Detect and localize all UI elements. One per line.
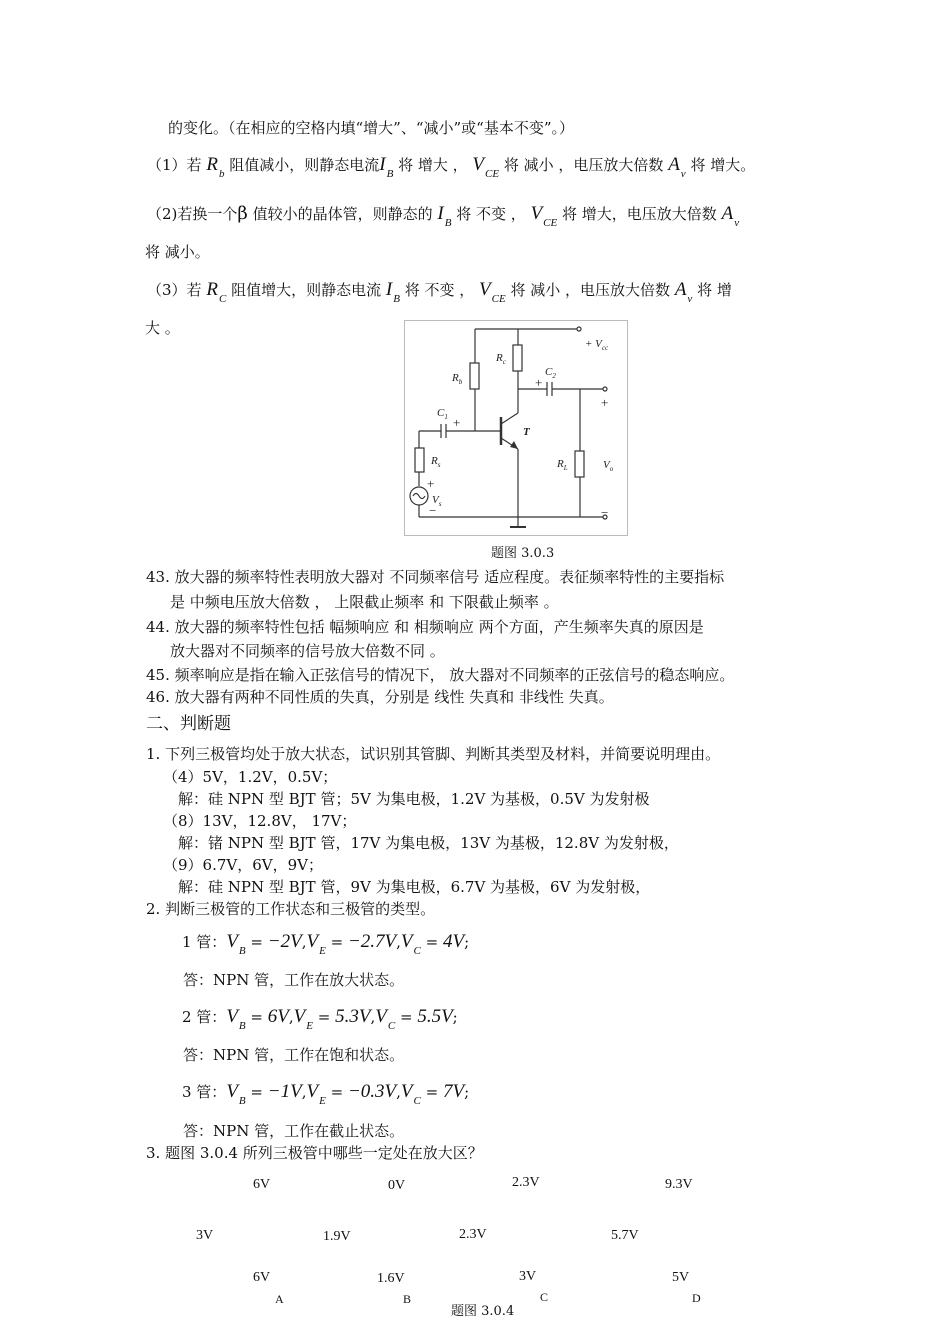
- vb-value: −2V: [267, 931, 302, 952]
- section-2-title: 二、判断题: [146, 714, 231, 734]
- tube-1-equation: 1 管：$V_B = -2V,V_E = -2.7V,V_C = 4V$;: [182, 931, 470, 957]
- item-44-cont: 放大器对不同频率的信号放大倍数不同 。: [170, 642, 445, 660]
- symbol-ib: I: [437, 203, 444, 224]
- symbol-vce: V: [472, 154, 485, 175]
- subscript-b: B: [393, 293, 400, 305]
- tube-2-answer: 答：NPN 管，工作在饱和状态。: [183, 1046, 405, 1064]
- voltage-label: 5.7V: [611, 1228, 639, 1243]
- vb-value: −1V: [267, 1081, 302, 1102]
- judge-1-title: 1. 下列三极管均处于放大状态，试识别其管脚、判断其类型及材料，并简要说明理由。: [146, 745, 721, 763]
- q2-text3: 将 增大，电压放大倍数: [562, 205, 717, 223]
- judge-2-title: 2. 判断三极管的工作状态和三极管的类型。: [146, 900, 436, 918]
- svg-text:Rc: [495, 352, 507, 366]
- q1-text1: 阻值减小，则静态电流: [229, 156, 380, 174]
- vb-value: 6V: [267, 1006, 289, 1027]
- subscript-ce: CE: [491, 293, 506, 305]
- voltage-label: 3V: [519, 1269, 537, 1284]
- subscript-b: b: [218, 168, 225, 180]
- voltage-label: 5V: [672, 1270, 690, 1285]
- figure-caption-304: 题图 3.0.4: [451, 1304, 515, 1319]
- q2-text2: 将 不变 ，: [456, 205, 526, 223]
- voltage-label: 2.3V: [459, 1227, 487, 1242]
- symbol-rb: R: [206, 154, 218, 175]
- rb-label: R: [452, 372, 459, 384]
- vc-value: 4V: [442, 931, 465, 952]
- c2-subscript: 2: [552, 372, 556, 380]
- voltage-label: 1.6V: [377, 1271, 405, 1286]
- symbol-vce: V: [530, 203, 543, 224]
- amplifier-circuit-diagram: [405, 321, 627, 535]
- c2-label: C: [545, 366, 553, 378]
- q2-prefix: （2)若换一个: [147, 205, 238, 223]
- rb-subscript: b: [458, 378, 463, 386]
- rc-label: R: [496, 352, 503, 364]
- ve-value: 5.3V: [335, 1006, 371, 1027]
- transistor-letter: C: [540, 1290, 549, 1304]
- output-minus-sign: −: [601, 505, 609, 520]
- q2-text1: 值较小的晶体管，则静态的: [252, 205, 433, 223]
- vc-value: 5.5V: [417, 1006, 453, 1027]
- tube-label: 1 管：: [182, 933, 227, 951]
- judge-3-title: 3. 题图 3.0.4 所列三极管中哪些一定处在放大区？: [146, 1144, 483, 1162]
- judge-1-line: 解：锗 NPN 型 BJT 管，17V 为集电极，13V 为基极，12.8V 为发射极，: [178, 834, 679, 852]
- voltage-label: 6V: [253, 1177, 271, 1192]
- tube-label: 2 管：: [182, 1008, 227, 1026]
- svg-text:Rs: [430, 455, 441, 469]
- source-minus-sign: −: [429, 503, 437, 518]
- q3-text3: 将 减小 ，电压放大倍数: [510, 281, 671, 299]
- subscript-v: v: [680, 168, 686, 180]
- q1-text4: 将 增大。: [690, 156, 756, 174]
- q1-text3: 将 减小 ，电压放大倍数: [503, 156, 664, 174]
- rl-label: R: [557, 458, 564, 470]
- symbol-av: A: [721, 203, 734, 224]
- voltage-label: 1.9V: [323, 1229, 351, 1244]
- symbol-ib: I: [379, 154, 386, 175]
- svg-text:+ Vcc: [585, 338, 609, 352]
- q1-prefix: （1）若: [147, 156, 202, 174]
- vo-subscript: o: [609, 465, 614, 473]
- transistor-label: T: [523, 426, 530, 438]
- vcc-label: + V: [585, 338, 602, 350]
- tube-3-equation: 3 管：$V_B = -1V,V_E = -0.3V,V_C = 7V$;: [182, 1081, 470, 1107]
- intro-line: 的变化。（在相应的空格内填“增大”、“减小”或“基本不变”。）: [168, 119, 575, 137]
- item-43: 43. 放大器的频率特性表明放大器对 不同频率信号 适应程度。表征频率特性的主要指标: [146, 568, 725, 586]
- circuit-figure: [404, 320, 628, 536]
- subscript-ce: CE: [485, 168, 500, 180]
- symbol-beta: β: [237, 203, 248, 224]
- subscript-b: B: [444, 217, 452, 229]
- voltage-label: 2.3V: [512, 1175, 540, 1190]
- rs-subscript: s: [437, 461, 441, 469]
- vc-value: 7V: [442, 1081, 465, 1102]
- symbol-vce: V: [479, 279, 491, 300]
- symbol-rc: R: [206, 279, 218, 300]
- output-plus-sign: +: [601, 395, 609, 410]
- symbol-av: A: [668, 154, 680, 175]
- item-44: 44. 放大器的频率特性包括 幅频响应 和 相频响应 两个方面，产生频率失真的原因是: [146, 618, 704, 636]
- subscript-ce: CE: [543, 217, 558, 229]
- question-3-cont: 大 。: [145, 319, 180, 337]
- svg-text:Vo: [603, 459, 614, 473]
- svg-text:C1: [437, 407, 448, 421]
- item-45: 45. 频率响应是指在输入正弦信号的情况下， 放大器对不同频率的正弦信号的稳态响应。: [146, 666, 735, 684]
- voltage-label: 3V: [196, 1228, 214, 1243]
- q3-text2: 将 不变 ，: [404, 281, 475, 299]
- judge-1-line: （8）13V，12.8V， 17V；: [163, 812, 357, 830]
- q3-text1: 阻值增大，则静态电流: [231, 281, 382, 299]
- source-plus-sign: +: [427, 476, 435, 491]
- q3-prefix: （3）若: [147, 281, 202, 299]
- subscript-v: v: [734, 217, 740, 229]
- q3-text4: 将 增: [697, 281, 732, 299]
- vo-label: V: [603, 459, 610, 471]
- c2-plus-sign: +: [535, 375, 543, 390]
- symbol-av: A: [674, 279, 687, 300]
- transistor-letter: A: [275, 1292, 284, 1306]
- svg-text:RL: [556, 458, 568, 472]
- q1-text2: 将 增大 ，: [398, 156, 468, 174]
- question-2-cont: 将 减小。: [145, 243, 210, 261]
- c1-subscript: 1: [444, 413, 448, 421]
- tube-3-answer: 答：NPN 管，工作在截止状态。: [183, 1122, 405, 1140]
- ve-value: −0.3V: [347, 1081, 397, 1102]
- voltage-label: 9.3V: [665, 1177, 693, 1192]
- rl-subscript: L: [563, 464, 568, 472]
- ve-value: −2.7V: [347, 931, 397, 952]
- tube-1-answer: 答：NPN 管，工作在放大状态。: [183, 971, 405, 989]
- subscript-c: C: [218, 293, 227, 305]
- c1-label: C: [437, 407, 445, 419]
- svg-text:Rb: [451, 372, 463, 386]
- judge-1-line: 解：硅 NPN 型 BJT 管，9V 为集电极，6.7V 为基极，6V 为发射极，: [178, 878, 651, 896]
- symbol-ib: I: [385, 279, 393, 300]
- tube-2-equation: 2 管：$V_B = 6V,V_E = 5.3V,V_C = 5.5V$;: [182, 1006, 458, 1032]
- transistor-letter: B: [403, 1292, 412, 1306]
- judge-1-line: （9）6.7V，6V，9V；: [163, 856, 323, 874]
- tube-label: 3 管：: [182, 1083, 227, 1101]
- c1-plus-sign: +: [453, 415, 461, 430]
- voltage-label: 6V: [253, 1270, 271, 1285]
- transistor-letter: D: [692, 1291, 701, 1305]
- vcc-subscript: cc: [601, 344, 609, 352]
- subscript-v: v: [687, 293, 693, 305]
- question-2: [147, 203, 740, 229]
- rc-subscript: c: [502, 358, 506, 366]
- question-1: [147, 154, 756, 180]
- vs-label: V: [432, 494, 439, 506]
- svg-text:C2: [545, 366, 556, 380]
- voltage-label: 0V: [388, 1178, 406, 1193]
- rs-label: R: [431, 455, 438, 467]
- question-3: [147, 279, 732, 305]
- judge-1-line: （4）5V，1.2V，0.5V；: [163, 768, 338, 786]
- vs-subscript: s: [438, 500, 442, 508]
- item-46: 46. 放大器有两种不同性质的失真，分别是 线性 失真和 非线性 失真。: [146, 688, 614, 706]
- figure-caption-303: 题图 3.0.3: [491, 546, 555, 561]
- subscript-b: B: [386, 168, 394, 180]
- judge-1-line: 解：硅 NPN 型 BJT 管；5V 为集电极，1.2V 为基极，0.5V 为发射极: [178, 790, 650, 808]
- item-43-cont: 是 中频电压放大倍数 ， 上限截止频率 和 下限截止频率 。: [170, 593, 559, 611]
